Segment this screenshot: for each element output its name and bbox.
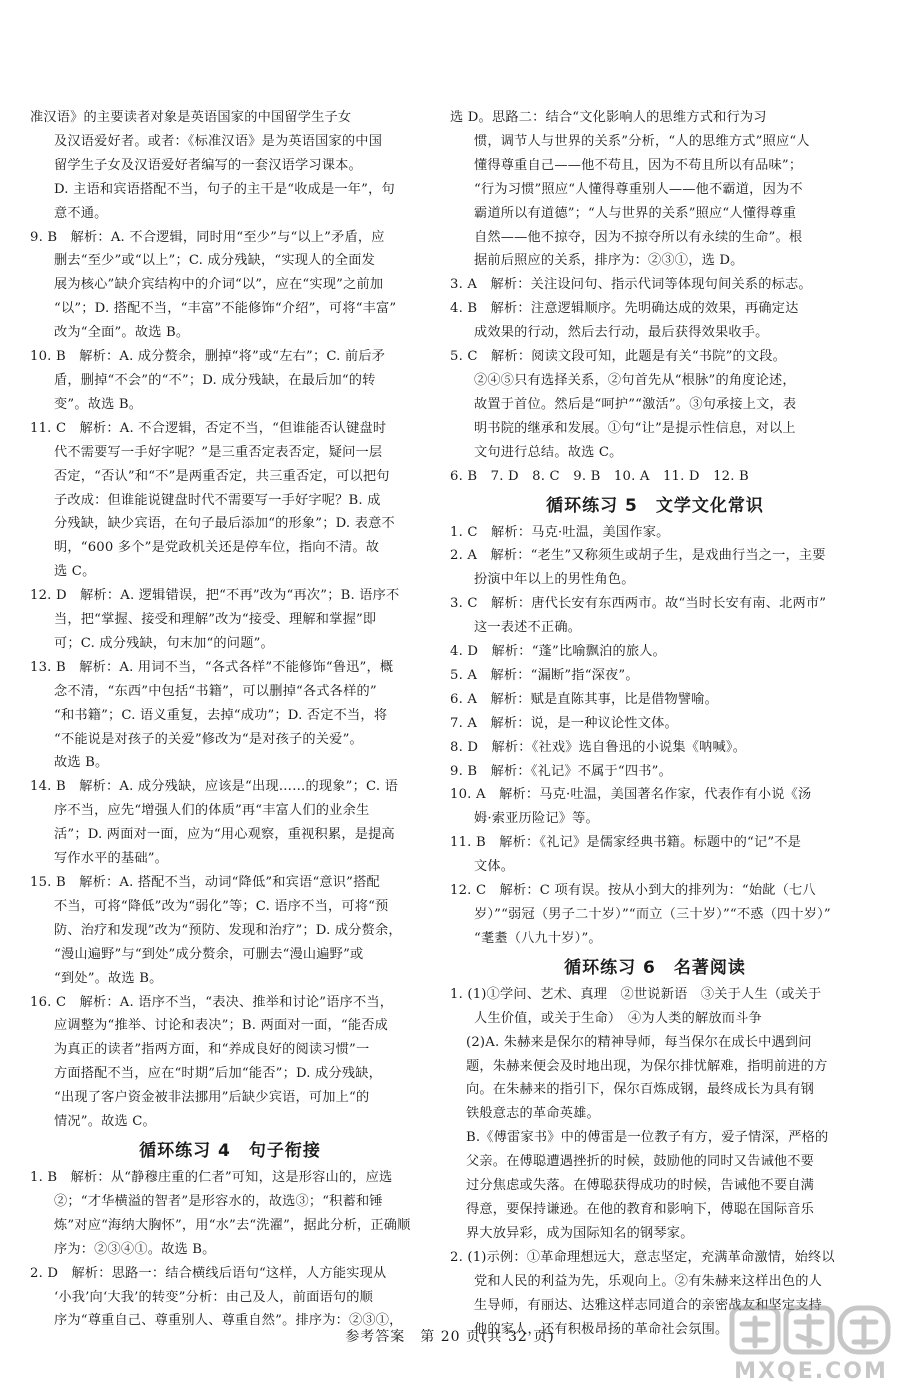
- text-line: 为真正的读者”指两方面，和“养成良好的阅读习惯”一: [54, 1042, 370, 1058]
- text-line: 铁般意志的革命英雄。: [466, 1106, 600, 1122]
- text-line: 扮演中年以上的男性角色。: [474, 572, 635, 588]
- text-line: “行为习惯”照应“人懂得尊重别人——他不霸道，因为不: [474, 181, 803, 197]
- text-line: 准汉语》的主要读者对象是英语国家的中国留学生子女: [30, 110, 352, 125]
- answer-item: [450, 297, 860, 345]
- text-line: 10. A 解析：马克·吐温，美国著名作家，代表作有小说《汤: [450, 787, 812, 803]
- text-line: 7. A 解析：说，是一种议论性文体。: [450, 715, 678, 731]
- text-line: 12. C 解析：C 项有误。按从小到大的排列为：“始龀（七八: [450, 883, 816, 899]
- answer-item: [450, 664, 860, 688]
- text-line: 9. B 解析：A. 不合逻辑，同时用“至少”与“以上”矛盾，应: [30, 229, 385, 245]
- text-line: 6. B 7. D 8. C 9. B 10. A 11. D 12. B: [450, 468, 749, 484]
- text-line: 10. B 解析：A. 成分赘余，删掉“将”或“左右”；C. 前后矛: [30, 349, 386, 365]
- text-line: D. 主语和宾语搭配不当，句子的主干是“收成是一年”，句: [54, 181, 395, 197]
- text-line: 6. A 解析：赋是直陈其事，比是借物譬喻。: [450, 691, 719, 707]
- text-line: 2. D 解析：思路一：结合横线后语句“这样，人方能实现从: [30, 1265, 387, 1281]
- text-line: 16. C 解析：A. 语序不当，“表决、推举和讨论”语序不当，: [30, 994, 394, 1010]
- answer-item: [450, 592, 860, 640]
- text-line: 删去“至少”或“以上”；C. 成分残缺，“实现人的全面发: [54, 253, 376, 269]
- text-line: 父亲。在傅聪遭遇挫折的时候，鼓励他的同时又告诫他不要: [466, 1154, 815, 1170]
- text-line: 代不需要写一手好字呢？”是三重否定表否定，疑问一层: [54, 444, 383, 460]
- text-line: ②④⑤只有选择关系，②句首先从“根脉”的角度论述，: [474, 372, 796, 388]
- text-line: 选 D。思路二：结合“文化影响人的思维方式和行为习: [450, 110, 767, 125]
- text-line: 自然——他不掠夺，因为不掠夺所以有永续的生命”。根: [474, 229, 803, 245]
- text-line: 2. A 解析：“老生”又称须生或胡子生，是戏曲行当之一，主要: [450, 548, 826, 564]
- answer-item: [30, 1262, 430, 1334]
- text-line: 懂得尊重自己——他不苟且，因为不苟且所以有品味”；: [474, 157, 803, 173]
- text-line: 可；C. 成分残缺，句末加“的问题”。: [54, 635, 274, 651]
- text-line: 这一表述不正确。: [474, 620, 582, 636]
- text-line: 文句进行总结。故选 C。: [474, 444, 623, 460]
- answer-item: [30, 1166, 430, 1262]
- text-line: 惯，调节人与世界的关系”分析，“人的思维方式”照应“人: [474, 133, 810, 149]
- text-line: 否定，“否认”和“不”是两重否定，共三重否定，可以把句: [54, 468, 390, 484]
- answer-item: [450, 640, 860, 664]
- section-title: 循环练习 5 文学文化常识: [546, 495, 764, 516]
- text-line: 5. A 解析：“漏断”指“深夜”。: [450, 667, 639, 683]
- text-line: “和书籍”；C. 语义重复，去掉“成功”；D. 否定不当，将: [54, 707, 388, 723]
- text-line: B.《傅雷家书》中的傅雷是一位教子有方，爱子情深，严格的: [466, 1130, 829, 1146]
- text-line: 党和人民的利益为先，乐观向上。②有朱赫来这样出色的人: [474, 1273, 823, 1289]
- text-line: 活”；D. 两面对一面，应为“用心观察，重视积累，是提高: [54, 827, 395, 843]
- text-line: 方面搭配不当，应在“时期”后加“能否”；D. 成分残缺，: [54, 1066, 382, 1082]
- text-line: 他的家人，还有积极昂扬的革命社会氛围。: [474, 1321, 729, 1337]
- answer-item: [450, 760, 860, 784]
- text-line: “出现了客户资金被非法挪用”后缺少宾语，可加上“的: [54, 1090, 370, 1106]
- page-footer: 参考答案 第 20 页(共 32 页): [345, 1329, 555, 1345]
- section-title: 循环练习 4 句子衔接: [139, 1140, 321, 1161]
- answer-item: [30, 871, 430, 991]
- text-line: 4. D 解析：“蓬”比喻飘泊的旅人。: [450, 644, 667, 660]
- text-line: 岁）”“弱冠（男子二十岁）”“而立（三十岁）”“不惑（四十岁）”: [474, 907, 831, 922]
- text-line: 题，朱赫来便会及时地出现，为保尔排忧解难，指明前进的方: [466, 1058, 828, 1074]
- text-line: 1. (1)①学问、艺术、真理 ②世说新语 ③关于人生（或关于: [450, 986, 822, 1002]
- text-line: 故置于首位。然后是“呵护”“激活”。③句承接上文，表: [474, 396, 797, 412]
- text-line: ②；“才华横溢的智者”是形容水的，故选③；“积蓄和锤: [54, 1193, 383, 1209]
- text-line: 序为：②③④①。故选 B。: [54, 1241, 216, 1257]
- text-line: “耄耋（八九十岁）”。: [474, 930, 602, 946]
- text-line: 姆·索亚历险记》等。: [474, 811, 599, 827]
- text-line: 文体。: [474, 859, 515, 875]
- answer-item: [30, 991, 430, 1134]
- answer-item: [30, 345, 430, 417]
- text-line: 留学生子女及汉语爱好者编写的一套汉语学习课本。: [54, 157, 362, 173]
- text-line: 据前后照应的关系，排序为：②③①，选 D。: [474, 253, 744, 269]
- answer-item: [450, 544, 860, 592]
- text-line: 明书院的继承和发展。①句“让”是提示性信息，对以上: [474, 420, 796, 436]
- text-line: 变”。故选 B。: [54, 396, 143, 412]
- text-line: 1. B 解析：从“静穆庄重的仁者”可知，这是形容山的，应选: [30, 1169, 393, 1185]
- answer-item: [450, 688, 860, 712]
- text-line: 意不通。: [54, 205, 108, 221]
- text-line: 生导师，有丽达、达雅这样志同道合的亲密战友和坚定支持: [474, 1297, 823, 1313]
- watermark-logo: [726, 1300, 896, 1386]
- text-line: “到处”。故选 B。: [54, 970, 163, 986]
- right-column: [450, 106, 860, 1341]
- text-line: 9. B 解析：《礼记》不属于“四书”。: [450, 763, 672, 779]
- text-line: 3. A 解析：关注设问句、指示代词等体现句间关系的标志。: [450, 277, 812, 293]
- answer-item: [450, 879, 860, 951]
- text-line: 改为“全面”。故选 B。: [54, 325, 190, 341]
- text-line: 写作水平的基础”。: [54, 851, 169, 867]
- text-line: 情况”。故选 C。: [54, 1114, 156, 1130]
- text-line: 应调整为“推举、讨论和表决”；B. 两面对一面，“能否成: [54, 1018, 389, 1034]
- svg-text:MXQE.COM: MXQE.COM: [734, 1359, 888, 1384]
- text-line: 炼”对应“海纳大胸怀”，用“水”去“洗濯”，据此分析，正确顺: [54, 1217, 411, 1233]
- text-line: 2. (1)示例：①革命理想远大，意志坚定，充满革命激情，始终以: [450, 1249, 835, 1265]
- text-line: 念不清，“东西”中包括“书籍”，可以删掉“各式各样的”: [54, 683, 377, 699]
- answer-item: [450, 712, 860, 736]
- text-line: 8. D 解析：《社戏》选自鲁迅的小说集《呐喊》。: [450, 739, 747, 755]
- text-line: 12. D 解析：A. 逻辑错误，把“不再”改为“再次”；B. 语序不: [30, 588, 400, 604]
- text-line: 15. B 解析：A. 搭配不当，动词“降低”和宾语“意识”搭配: [30, 875, 380, 890]
- text-line: 向。在朱赫来的指引下，保尔百炼成钢，最终成长为具有钢: [466, 1082, 815, 1098]
- text-line: “不能说是对孩子的关爱”修改为“是对孩子的关爱”。: [54, 731, 363, 747]
- text-line: 不当，可将“降低”改为“弱化”等；C. 语序不当，可将“预: [54, 898, 389, 914]
- text-line: 盾，删掉“不会”的“不”；D. 成分残缺，在最后加“的转: [54, 372, 376, 388]
- text-line: 当，把“掌握、接受和理解”改为“接受、理解和掌握”即: [54, 612, 377, 628]
- text-line: ‘小我’向‘大我’的转变”分析：由己及人，前面语句的顺: [54, 1289, 374, 1305]
- section-title: 循环练习 6 名著阅读: [564, 957, 746, 978]
- text-line: 14. B 解析：A. 成分残缺，应该是“出现……的现象”；C. 语: [30, 779, 398, 795]
- text-line: 11. B 解析：《礼记》是儒家经典书籍。标题中的“记”不是: [450, 835, 802, 851]
- answer-item: [30, 417, 430, 584]
- text-line: 序不当，应先“增强人们的体质”再“丰富人们的业余生: [54, 803, 370, 819]
- answer-item: [30, 584, 430, 656]
- text-line: 5. C 解析：阅读文段可知，此题是有关“书院”的文段。: [450, 349, 787, 365]
- answer-paragraph: [450, 465, 860, 489]
- answer-paragraph: [450, 106, 860, 273]
- text-line: 成效果的行动，然后去行动，最后获得效果收手。: [474, 325, 769, 341]
- text-line: “以”；D. 搭配不当，“丰富”不能修饰“介绍”，可将“丰富”: [54, 301, 397, 317]
- text-line: 13. B 解析：A. 用词不当，“各式各样”不能修饰“鲁迅”，概: [30, 659, 394, 675]
- text-line: 序为“尊重自己、尊重别人、尊重自然”。排序为：②③①，: [54, 1313, 403, 1329]
- answer-item: [450, 831, 860, 879]
- text-line: 1. C 解析：马克·吐温，美国作家。: [450, 524, 670, 540]
- text-line: 故选 B。: [54, 755, 109, 771]
- text-line: 展为核心”缺介宾结构中的介词“以”，应在“实现”之前加: [54, 277, 384, 293]
- text-line: 选 C。: [54, 564, 96, 580]
- text-line: 3. C 解析：唐代长安有东西两市。故“当时长安有南、北两市”: [450, 596, 827, 612]
- text-line: 及汉语爱好者。或者：《标准汉语》是为英语国家的中国: [54, 133, 383, 149]
- left-column: [30, 106, 430, 1333]
- text-line: 防、治疗和发现”改为“预防、发现和治疗”；D. 成分赘余，: [54, 922, 402, 938]
- text-line: (2)A. 朱赫来是保尔的精神导师，每当保尔在成长中遇到问: [466, 1034, 812, 1050]
- answer-paragraph: [30, 106, 430, 226]
- text-line: 明，“600 多个”是党政机关还是停车位，指向不清。故: [54, 540, 380, 556]
- text-line: 得意，要保持谦逊。在他的教育和影响下，傅聪在国际音乐: [466, 1201, 815, 1217]
- answer-item: [30, 775, 430, 871]
- answer-item: [450, 273, 860, 297]
- text-line: 人生价值，或关于生命） ④为人类的解放而斗争: [474, 1010, 762, 1026]
- text-line: 4. B 解析：注意逻辑顺序。先明确达成的效果，再确定达: [450, 301, 799, 317]
- text-line: “漫山遍野”与“到处”成分赘余，可删去“漫山遍野”或: [54, 946, 364, 962]
- text-line: 分残缺，缺少宾语，在句子最后添加“的形象”；D. 表意不: [54, 516, 395, 532]
- answer-item: [450, 783, 860, 831]
- text-line: 子改成：但谁能说键盘时代不需要写一手好字呢？B. 成: [54, 492, 381, 508]
- text-line: 11. C 解析：A. 不合逻辑，否定不当，“但谁能否认键盘时: [30, 420, 387, 436]
- text-line: 过分焦虑或失落。在傅聪获得成功的时候，告诫他不要自满: [466, 1178, 815, 1194]
- answer-item: [30, 226, 430, 346]
- text-line: 霸道所以有道德”；“人与世界的关系”照应“人懂得尊重: [474, 205, 797, 221]
- answer-paragraph: [450, 1031, 860, 1246]
- answer-item: [30, 656, 430, 776]
- answer-item: [450, 345, 860, 465]
- answer-item: [450, 521, 860, 545]
- text-line: 界大放异彩，成为国际知名的钢琴家。: [466, 1225, 694, 1241]
- answer-item: [450, 983, 860, 1031]
- answer-item: [450, 736, 860, 760]
